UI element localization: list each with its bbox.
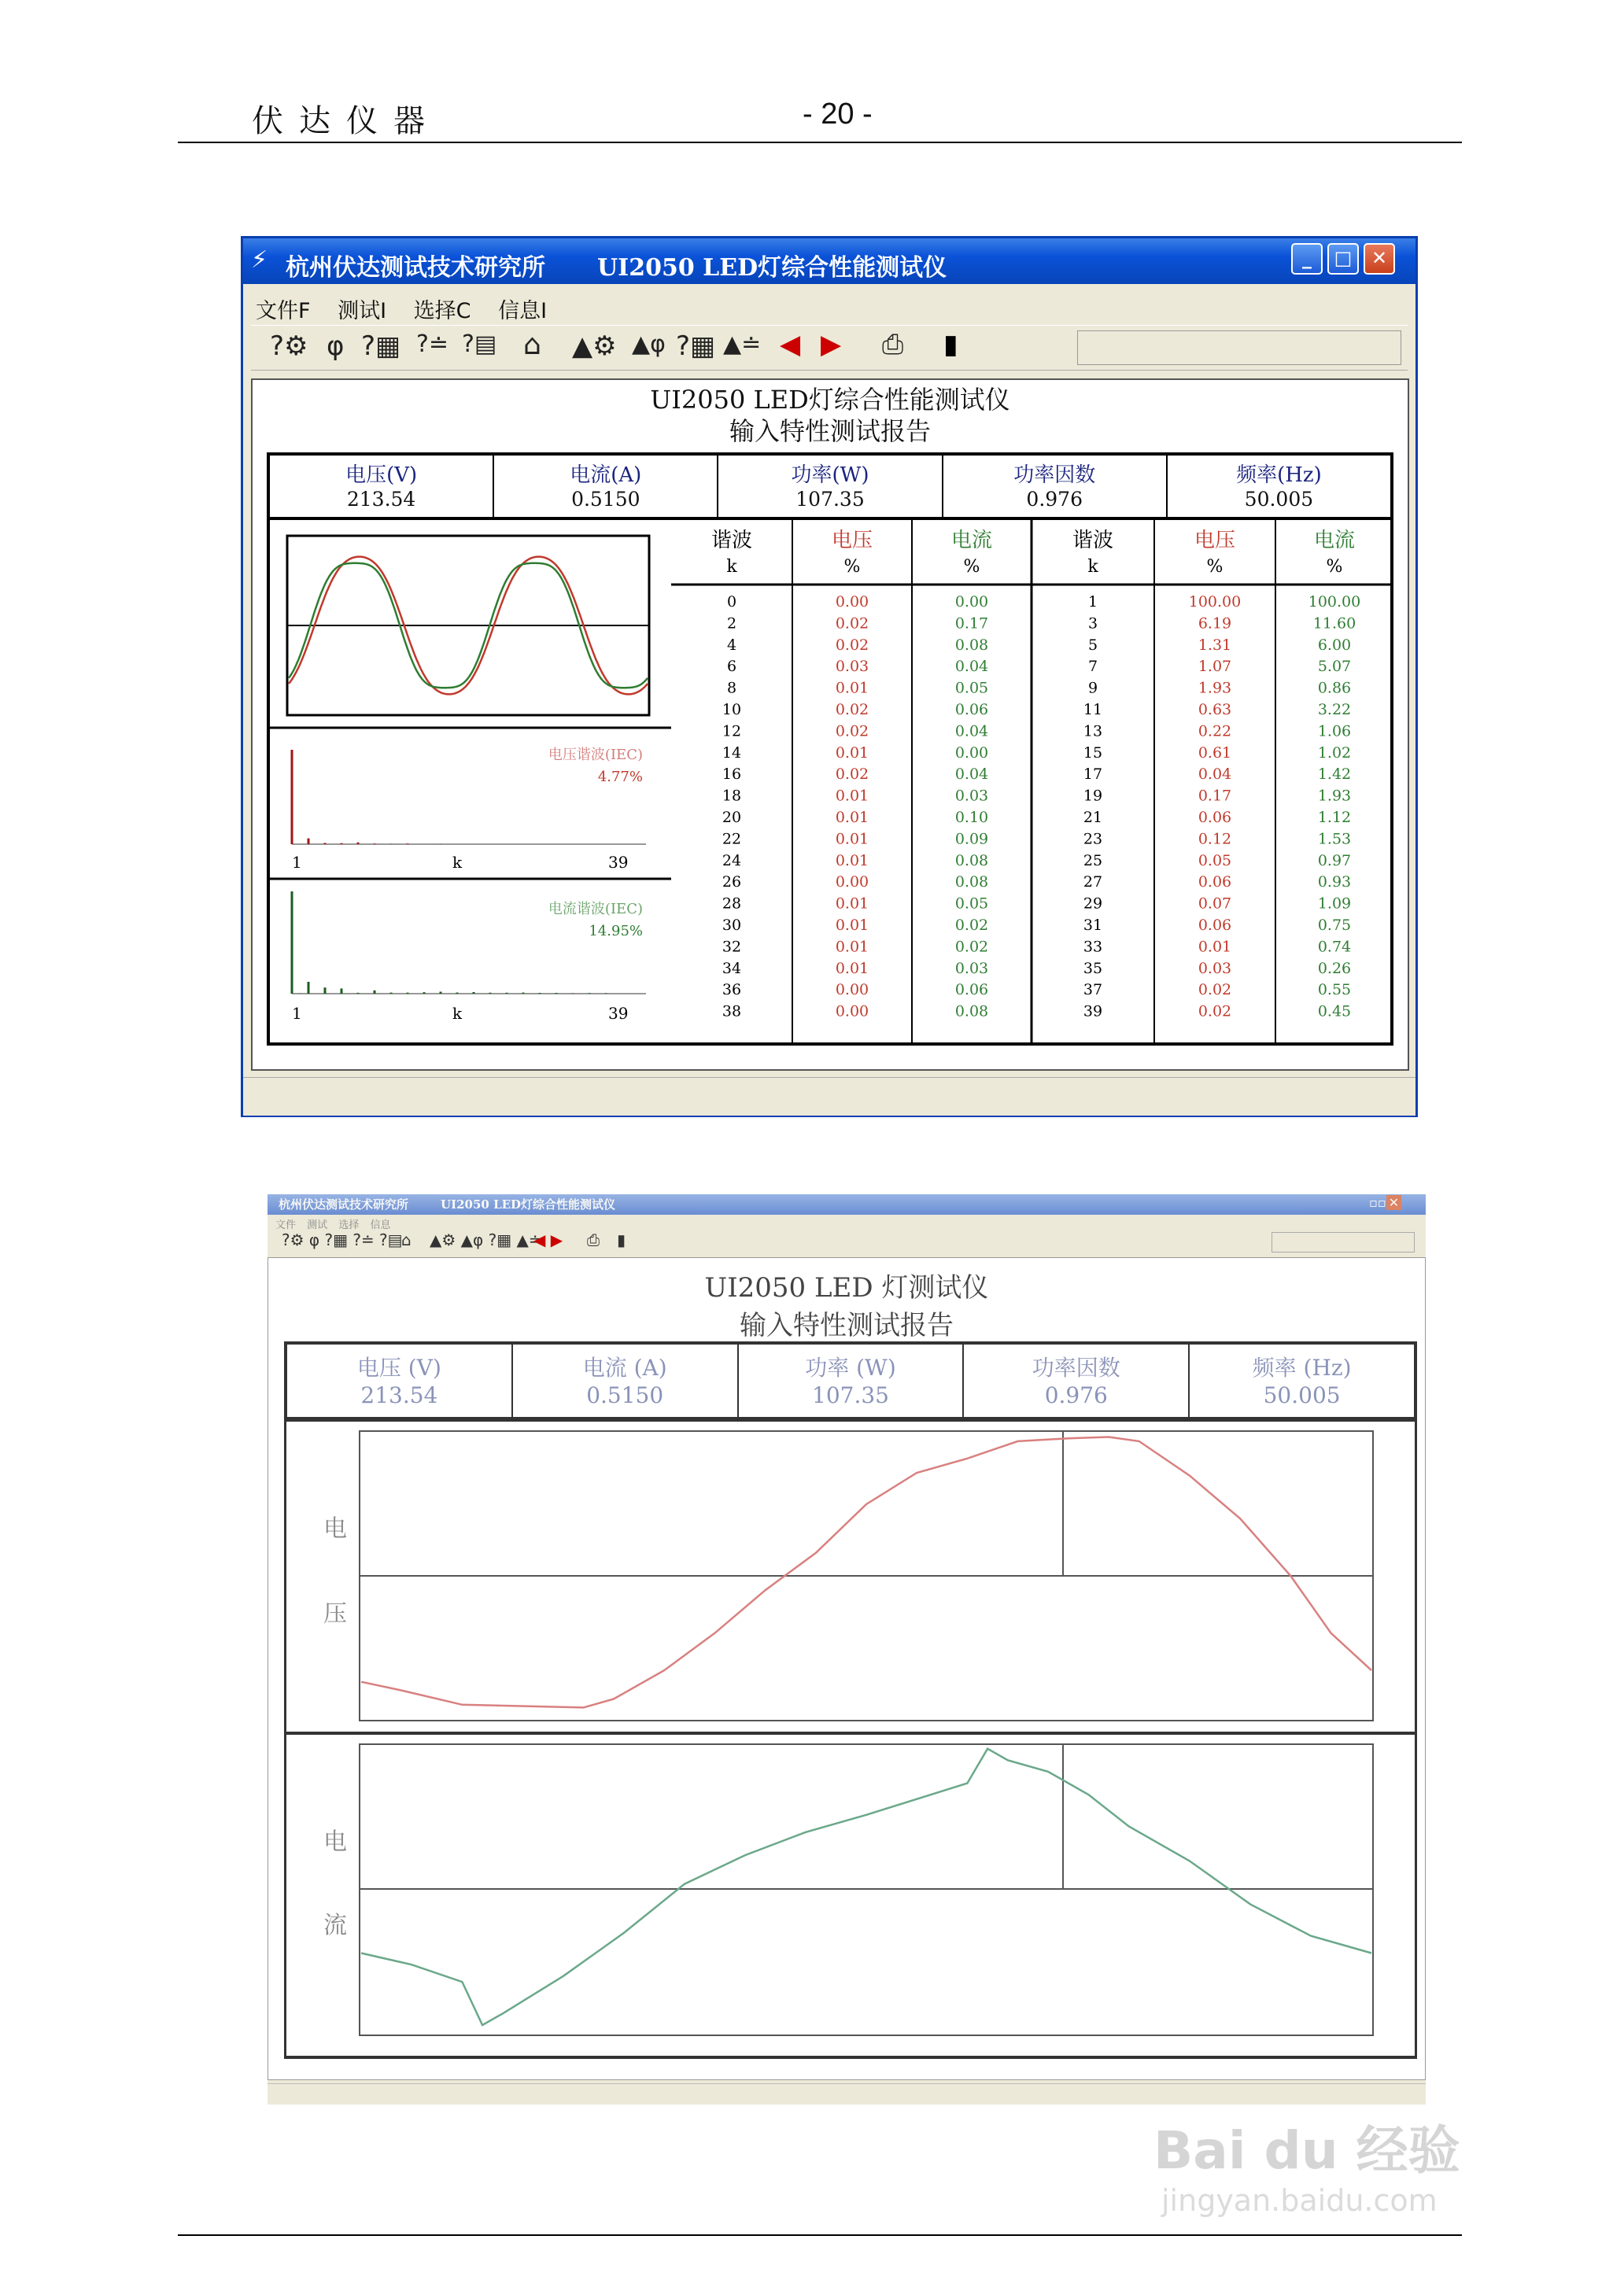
harmonic-cell: 0.03: [1198, 959, 1232, 977]
app-window-1: [241, 236, 1418, 1117]
harmonic-cell: 35: [1083, 959, 1103, 977]
harmonic-header-unit: %: [1326, 557, 1343, 577]
harmonic-cell: 33: [1083, 938, 1103, 956]
report-subtitle: 输入特性测试报告: [729, 416, 931, 446]
harmonic-cell: 0.10: [954, 809, 989, 826]
harmonic-cell: 0.03: [954, 959, 989, 977]
harmonic-cell: 12: [722, 722, 742, 740]
harmonic-cell: 13: [1083, 722, 1103, 740]
harmonic-cell: 0.26: [1317, 959, 1352, 977]
status-bar: [243, 1077, 1415, 1116]
harmonic-cell: 0.12: [1198, 830, 1232, 848]
harmonic-header: 电压: [1194, 529, 1236, 552]
page-number: - 20 -: [803, 98, 873, 131]
harmonic-cell: 0.04: [954, 722, 989, 740]
harmonic-cell: 38: [722, 1002, 742, 1020]
harmonic-cell: 18: [722, 787, 742, 805]
arrow-right-icon[interactable]: ▶: [821, 329, 842, 360]
watermark-brand: Bai du 经验: [1153, 2120, 1460, 2181]
footer-rule: [178, 2234, 1462, 2236]
harmonic-cell: 0.03: [835, 658, 869, 676]
harmonic-cell: 14: [722, 743, 742, 762]
tool-compare2-icon[interactable]: ▲≐: [723, 330, 762, 358]
status-field: [1077, 330, 1401, 365]
harmonic-cell: 0.06: [1198, 917, 1232, 934]
lock-icon[interactable]: ⌂: [523, 329, 541, 361]
measurement-table-2: [284, 1341, 1417, 1420]
harmonic-cell: 0.02: [835, 636, 869, 654]
harmonic-cell: 0.02: [835, 722, 869, 740]
harmonic-cell: 21: [1083, 809, 1103, 826]
title-org: 杭州伏达测试技术研究所: [286, 254, 545, 282]
tool-report-icon[interactable]: ?▤: [462, 330, 497, 358]
harmonic-cell: 0.07: [1198, 895, 1232, 913]
harmonic-cell: 1.07: [1198, 658, 1232, 676]
current-thd-label: 电流谐波(IEC): [548, 901, 643, 917]
measure-voltage: 电压(V) 213.54: [270, 456, 494, 517]
harmonic-cell: 0.04: [954, 658, 989, 676]
current-axis-end: 39: [608, 1004, 629, 1023]
harmonic-cell: 0.01: [835, 743, 869, 762]
harmonic-cell: 0.06: [954, 701, 989, 718]
harmonic-cell: 0.01: [1198, 938, 1232, 956]
measurement-table: [267, 452, 1393, 520]
tool-test-icon[interactable]: ?⚙: [270, 330, 308, 362]
minimize-button[interactable]: _: [1291, 243, 1323, 275]
title-bar-2: [268, 1194, 1426, 1215]
harmonic-cell: 1.12: [1317, 809, 1352, 826]
title-org-2: 杭州伏达测试技术研究所: [279, 1197, 409, 1212]
report-title: UI2050 LED灯综合性能测试仪: [650, 385, 1010, 415]
harmonic-cell: 0.01: [835, 809, 869, 826]
harmonic-cell: 22: [722, 830, 742, 848]
harmonic-table: [671, 520, 1393, 1042]
harmonic-cell: 0.05: [954, 895, 989, 913]
harmonic-cell: 0.00: [835, 593, 869, 611]
report-area-2: [268, 1257, 1426, 2080]
harmonic-cell: 0.06: [1198, 873, 1232, 891]
title-product-2: UI2050 LED灯综合性能测试仪: [441, 1197, 616, 1212]
harmonic-cell: 37: [1083, 981, 1103, 999]
baidu-watermark: [1153, 2108, 1531, 2234]
lock-icon-2[interactable]: ⌂: [401, 1230, 412, 1249]
harmonic-cell: 0.01: [835, 938, 869, 956]
measure-power-factor-2: 功率因数 0.976: [964, 1345, 1190, 1417]
harmonic-cell: 0.75: [1317, 917, 1352, 934]
harmonic-cell: 0.06: [1198, 809, 1232, 826]
harmonic-cell: 26: [722, 873, 742, 891]
harmonic-cell: 6: [726, 658, 737, 676]
harmonic-cell: 3.22: [1317, 701, 1352, 718]
harmonic-cell: 1.02: [1317, 743, 1352, 762]
tool-test2-icon[interactable]: ▲⚙: [572, 330, 617, 362]
harmonic-cell: 0.55: [1317, 981, 1352, 999]
harmonic-cell: 0.17: [954, 614, 989, 633]
harmonic-cell: 1.31: [1198, 636, 1232, 654]
harmonic-cell: 0.04: [1198, 766, 1232, 784]
tool-harmonic-icon[interactable]: ?▦: [361, 330, 401, 362]
harmonic-header-unit: %: [963, 557, 980, 577]
close-button[interactable]: ✕: [1364, 243, 1395, 275]
menu-test-2[interactable]: 测试: [307, 1219, 328, 1231]
harmonic-cell: 1.06: [1317, 722, 1352, 740]
harmonic-cell: 0.02: [1198, 1002, 1232, 1020]
measure-frequency-2: 频率 (Hz) 50.005: [1252, 1355, 1352, 1408]
menu-info-2[interactable]: 信息: [370, 1219, 391, 1231]
measure-frequency: 频率(Hz) 50.005: [1236, 463, 1322, 511]
harmonic-cell: 0.09: [954, 830, 989, 848]
harmonic-cell: 0.01: [835, 917, 869, 934]
harmonic-cell: 0.00: [954, 593, 989, 611]
harmonic-cell: 36: [722, 981, 742, 999]
harmonic-cell: 5.07: [1317, 658, 1352, 676]
voltage-axis-char1: 电: [323, 1515, 347, 1543]
harmonic-cell: 0: [726, 593, 737, 611]
harmonic-cell: 0.74: [1317, 938, 1352, 956]
harmonic-cell: 0.01: [835, 851, 869, 869]
harmonic-cell: 8: [726, 679, 737, 697]
harmonic-cell: 0.01: [835, 787, 869, 805]
harmonic-cell: 0.61: [1198, 743, 1232, 762]
harmonic-cell: 3: [1087, 614, 1098, 633]
harmonic-header-unit: k: [1087, 557, 1098, 577]
harmonic-header-unit: k: [726, 557, 737, 577]
harmonic-cell: 0.00: [835, 981, 869, 999]
menu-test[interactable]: 测试I: [338, 299, 387, 323]
window-controls-2[interactable]: ▫▫ ✕: [1369, 1195, 1401, 1210]
harmonic-cell: 23: [1083, 830, 1103, 848]
measure-power-factor: 功率因数 0.976: [943, 456, 1168, 517]
voltage-axis-label: k: [452, 853, 463, 872]
harmonic-cell: 5: [1087, 636, 1098, 654]
harmonic-header: 电流: [1313, 529, 1356, 552]
harmonic-cell: 0.02: [835, 614, 869, 633]
page-header-company: 伏达仪器: [252, 103, 441, 139]
menu-file-2[interactable]: 文件: [275, 1219, 297, 1231]
header-rule: [178, 142, 1462, 143]
print-icon[interactable]: ⎙: [882, 329, 904, 360]
current-axis-char2: 流: [323, 1912, 347, 1939]
harmonic-cell: 17: [1083, 766, 1103, 784]
tool-harmonic2-icon[interactable]: ?▦: [676, 330, 716, 362]
watermark-url: jingyan.baidu.com: [1161, 2183, 1438, 2218]
measure-current-2: 电流 (A) 0.5150: [513, 1345, 739, 1417]
harmonic-cell: 32: [722, 938, 742, 956]
app-window-2: [268, 1194, 1426, 2104]
title-bar: [243, 238, 1415, 284]
harmonic-header-unit: %: [843, 557, 861, 577]
harmonic-header: 谐波: [710, 529, 753, 552]
tool-compare-icon[interactable]: ?≐: [416, 330, 449, 358]
harmonic-header: 电压: [831, 529, 873, 552]
exit-icon[interactable]: ▮: [943, 329, 958, 360]
harmonic-header: 谐波: [1072, 529, 1114, 552]
status-bar-2: [268, 2083, 1426, 2105]
harmonic-cell: 0.05: [954, 679, 989, 697]
harmonic-cell: 1.93: [1198, 679, 1232, 697]
harmonic-cell: 0.97: [1317, 851, 1352, 869]
harmonic-cell: 9: [1087, 679, 1098, 697]
harmonic-cell: 0.04: [954, 766, 989, 784]
toolbar-2: [275, 1230, 1416, 1254]
menu-select-2[interactable]: 选择: [338, 1219, 360, 1231]
voltage-axis-char2: 压: [323, 1600, 347, 1628]
harmonic-cell: 11.60: [1312, 614, 1356, 633]
harmonic-cell: 0.08: [954, 873, 989, 891]
current-axis-char1: 电: [323, 1828, 347, 1856]
menu-bar: [256, 293, 567, 324]
harmonic-cell: 0.08: [954, 1002, 989, 1020]
harmonic-cell: 6.00: [1317, 636, 1352, 654]
harmonic-cell: 0.17: [1198, 787, 1232, 805]
voltage-axis-start: 1: [292, 853, 302, 872]
harmonic-cell: 39: [1083, 1002, 1103, 1020]
harmonic-cell: 0.00: [954, 743, 989, 762]
measure-voltage-2: 电压 (V) 213.54: [287, 1345, 513, 1417]
harmonic-cell: 0.08: [954, 851, 989, 869]
harmonic-cell: 25: [1083, 851, 1103, 869]
harmonic-cell: 27: [1083, 873, 1103, 891]
harmonic-cell: 16: [722, 766, 742, 784]
current-axis-start: 1: [292, 1004, 302, 1023]
zoomed-waveforms: [284, 1420, 1417, 2059]
harmonic-cell: 0.93: [1317, 873, 1352, 891]
harmonic-cell: 7: [1087, 658, 1098, 676]
harmonic-cell: 100.00: [1188, 593, 1242, 611]
harmonic-cell: 24: [722, 851, 742, 869]
harmonic-cell: 0.00: [835, 1002, 869, 1020]
menu-file[interactable]: 文件F: [256, 299, 311, 323]
harmonic-cell: 0.02: [835, 701, 869, 718]
harmonic-cell: 0.02: [954, 938, 989, 956]
harmonic-cell: 0.01: [835, 830, 869, 848]
harmonic-cell: 20: [722, 809, 742, 826]
harmonic-cell: 28: [722, 895, 742, 913]
harmonic-cell: 0.22: [1198, 722, 1232, 740]
current-axis-label: k: [452, 1004, 463, 1023]
harmonic-cell: 100.00: [1308, 593, 1361, 611]
voltage-spectrum-bars: [292, 750, 441, 844]
report-subtitle-2: 输入特性测试报告: [740, 1310, 954, 1341]
harmonic-cell: 0.03: [954, 787, 989, 805]
harmonic-cell: 15: [1083, 743, 1103, 762]
arrow-left-icon[interactable]: ◀: [780, 329, 801, 360]
harmonic-cell: 1.09: [1317, 895, 1352, 913]
tool-wave-icon[interactable]: φ: [327, 330, 345, 362]
harmonic-cell: 19: [1083, 787, 1103, 805]
harmonic-cell: 10: [722, 701, 742, 718]
harmonic-cell: 11: [1083, 701, 1103, 718]
harmonic-cell: 1: [1087, 593, 1098, 611]
voltage-axis-end: 39: [608, 853, 629, 872]
report-title-2: UI2050 LED 灯测试仪: [704, 1272, 989, 1304]
harmonic-cell: 0.05: [1198, 851, 1232, 869]
menu-select[interactable]: 选择C: [413, 299, 471, 323]
harmonic-cell: 0.63: [1198, 701, 1232, 718]
menu-info[interactable]: 信息I: [498, 299, 548, 323]
harmonic-cell: 0.01: [835, 895, 869, 913]
harmonic-header: 电流: [950, 529, 993, 552]
harmonic-cell: 29: [1083, 895, 1103, 913]
measure-current: 电流(A) 0.5150: [494, 456, 718, 517]
harmonic-cell: 4: [726, 636, 737, 654]
harmonic-cell: 0.86: [1317, 679, 1352, 697]
tool-test2-icon-2[interactable]: ▲⚙ ▲φ ?▦ ▲≐: [430, 1230, 542, 1249]
maximize-button[interactable]: □: [1327, 243, 1359, 275]
harmonic-cell: 2: [726, 614, 737, 633]
exit-icon-2[interactable]: ▮: [617, 1230, 626, 1249]
harmonic-cell: 1.53: [1317, 830, 1352, 848]
harmonic-cell: 0.02: [954, 917, 989, 934]
harmonic-cell: 0.45: [1317, 1002, 1352, 1020]
title-product: UI2050 LED灯综合性能测试仪: [597, 254, 947, 282]
report-area: [251, 378, 1409, 1071]
toolbar: [251, 325, 1408, 371]
harmonic-cell: 0.01: [835, 959, 869, 977]
harmonic-cell: 1.42: [1317, 766, 1352, 784]
harmonic-cell: 0.02: [1198, 981, 1232, 999]
arrow-icons-2[interactable]: ◀ ▶: [533, 1230, 563, 1249]
harmonic-cell: 0.06: [954, 981, 989, 999]
harmonic-cell: 31: [1083, 917, 1103, 934]
tool-test-icon-2[interactable]: ?⚙ φ ?▦ ?≐ ?▤: [282, 1230, 403, 1249]
harmonic-header-unit: %: [1206, 557, 1224, 577]
voltage-thd-label: 电压谐波(IEC): [548, 747, 643, 763]
harmonic-cell: 34: [722, 959, 742, 977]
app-icon: ⚡: [251, 246, 268, 274]
harmonic-cell: 1.93: [1317, 787, 1352, 805]
waveform-spectrum-panel: [270, 520, 671, 1042]
tool-wave2-icon[interactable]: ▲φ: [632, 330, 666, 358]
harmonic-cell: 6.19: [1198, 614, 1232, 633]
print-icon-2[interactable]: ⎙: [587, 1230, 600, 1249]
harmonic-cell: 0.08: [954, 636, 989, 654]
harmonic-cell: 30: [722, 917, 742, 934]
analysis-section: [267, 520, 1393, 1046]
harmonic-cell: 0.02: [835, 766, 869, 784]
measure-power-2: 功率 (W) 107.35: [739, 1345, 965, 1417]
voltage-thd-value: 4.77%: [597, 769, 643, 785]
menu-bar-2: [275, 1216, 390, 1231]
current-thd-value: 14.95%: [589, 923, 643, 939]
measure-power: 功率(W) 107.35: [718, 456, 943, 517]
harmonic-cell: 0.01: [835, 679, 869, 697]
status-field-2: [1272, 1232, 1415, 1252]
harmonic-cell: 0.00: [835, 873, 869, 891]
